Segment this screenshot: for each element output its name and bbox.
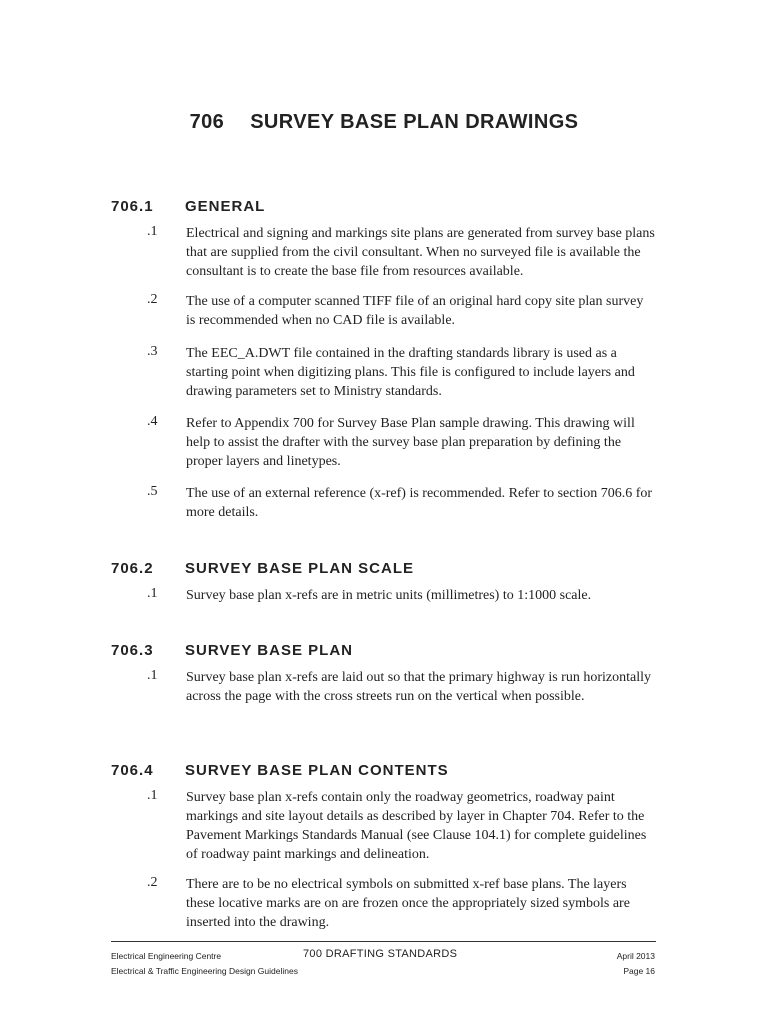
item-marker: .1 [147,788,158,803]
footer-chapter: 700 DRAFTING STANDARDS [303,948,458,960]
chapter-title-text: SURVEY BASE PLAN DRAWINGS [250,111,579,133]
section-heading-706-3 [111,642,353,659]
item-marker: .2 [147,292,158,307]
item-text: Electrical and signing and markings site plans are generated from survey base plans that are supplied from the civil consultant. When no surveyed file is available the consultant is to create the base file from resources available. [186,226,655,279]
item-text: Survey base plan x-refs contain only the roadway geometrics, roadway paint markings and site layout details as described by layer in Chapter 704. Refer to the Pavement Markings Standards Manual (see Clause 104.1) for complete guidelines of roadway paint markings and delineation. [186,790,647,862]
section-heading-706-4 [111,762,449,779]
item-marker: .2 [147,875,158,890]
item-marker: .1 [147,668,158,683]
item-text: The use of a computer scanned TIFF file of an original hard copy site plan survey is recommended when no CAD file is available. [186,294,644,328]
section-number: 706.1 [111,198,154,215]
item-text: Survey base plan x-refs are in metric units (millimetres) to 1:1000 scale. [186,588,592,603]
footer-date: April 2013 [616,951,655,961]
item-text: The EEC_A.DWT file contained in the drafting standards library is used as a starting point when digitizing plans. This file is configured to include layers and drawing parameters set to Ministry standards. [186,346,635,399]
section-number: 706.4 [111,762,154,779]
footer-page-number: Page 16 [623,966,655,976]
section-title: SURVEY BASE PLAN [185,642,353,659]
item-marker: .4 [147,414,158,429]
section-heading-706-1 [111,198,265,215]
section-number: 706.3 [111,642,154,659]
item-text: The use of an external reference (x-ref) is recommended. Refer to section 706.6 for more details. [186,486,653,520]
item-text: Survey base plan x-refs are laid out so that the primary highway is run horizontally across the page with the cross streets run on the vertical when possible. [186,670,651,704]
chapter-number: 706 [189,111,225,133]
section-heading-706-2 [111,560,414,577]
chapter-title [0,111,768,134]
section-title: GENERAL [185,198,266,215]
item-marker: .5 [147,484,158,499]
section-title: SURVEY BASE PLAN SCALE [185,560,414,577]
item-text: Refer to Appendix 700 for Survey Base Plan sample drawing. This drawing will help to assist the drafter with the survey base plan preparation by defining the proper layers and linetypes. [186,416,635,469]
footer-divider [111,941,656,942]
item-marker: .3 [147,344,158,359]
section-title: SURVEY BASE PLAN CONTENTS [185,762,449,779]
item-marker: .1 [147,224,158,239]
footer-guideline-title: Electrical & Traffic Engineering Design Guidelines [111,966,298,976]
item-marker: .1 [147,586,158,601]
footer-org: Electrical Engineering Centre [111,951,222,961]
section-number: 706.2 [111,560,154,577]
item-text: There are to be no electrical symbols on submitted x-ref base plans. The layers these locative marks are on are frozen once the appropriately sized symbols are inserted into the drawing. [186,877,630,930]
